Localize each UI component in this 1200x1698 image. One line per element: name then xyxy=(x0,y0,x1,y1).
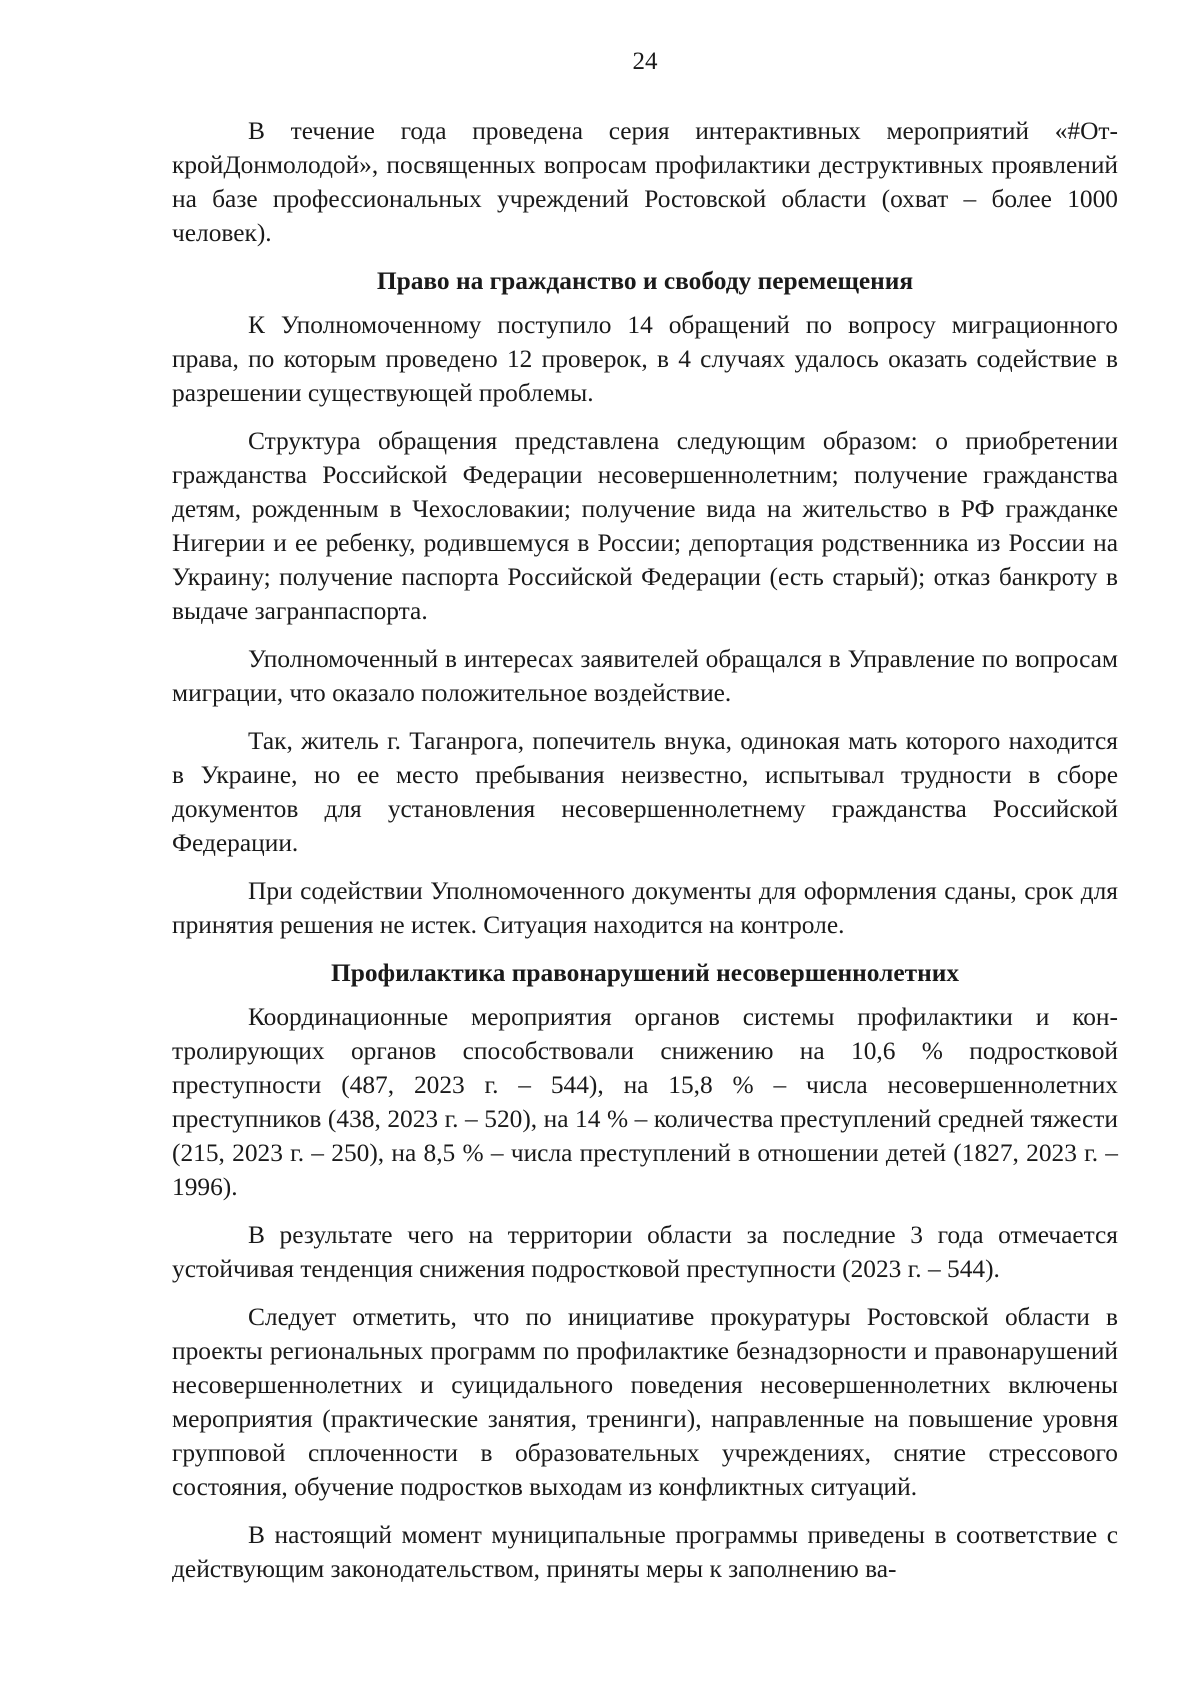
paragraph-three-year-trend: В результате чего на территории области за последние 3 года отмечается устойчивая тенденция снижения подростковой преступности (2023 г. – 544). xyxy=(172,1221,1118,1283)
paragraph-regional-programs: Следует отметить, что по инициативе прокуратуры Ростовской области в проекты региональных программ по профилактике безнадзорности и правонарушений несовершеннолетних и суицидального поведения несовершеннолетних включены мероприятия (практические занятия, тренинги), направленные на повышение уровня групповой сплоченности в образовательных учреждениях, снятие стрессового состояния, обучение подростков выходам из конфликтных ситуаций. xyxy=(172,1303,1118,1501)
paragraph-open-don-events: В течение года проведена серия интерактивных мероприятий «#ОткройДонмолодой», посвященных вопросам профилактики деструктивных проявлений на базе профессиональных учреждений Ростовской области (охват – более 1000 человек). xyxy=(172,117,1118,247)
paragraph-taganrog-case: Так, житель г. Таганрога, попечитель внука, одинокая мать которого находится в Украине, но ее место пребывания неизвестно, испытывал трудности в сборе документов для установления несовершеннолетнему гражданства Российской Федерации. xyxy=(172,727,1118,857)
document-page xyxy=(172,46,1118,1600)
paragraph-migration-appeals: К Уполномоченному поступило 14 обращений по вопросу миграционного права, по которым проведено 12 проверок, в 4 случаях удалось оказать содействие в разрешении существующей проблемы. xyxy=(172,311,1118,407)
paragraph-migration-directorate: Уполномоченный в интересах заявителей обращался в Управление по вопросам миграции, что оказало положительное воздействие. xyxy=(172,645,1118,707)
paragraph-appeals-structure: Структура обращения представлена следующим образом: о приобретении гражданства Российской Федерации несовершеннолетним; получение гражданства детям, рожденным в Чехословакии; получение вида на жительство в РФ гражданке Нигерии и ее ребенку, родившемуся в России; депортация родственника из России на Украину; получение паспорта Российской Федерации (есть старый); отказ банкроту в выдаче загранпаспорта. xyxy=(172,427,1118,625)
section-heading-juvenile-prevention: Профилактика правонарушений несовершеннолетних xyxy=(330,959,960,987)
section-heading-citizenship: Право на гражданство и свободу перемещения xyxy=(376,267,914,295)
paragraph-crime-statistics: Координационные мероприятия органов системы профилактики и контролирующих органов способствовали снижению на 10,6 % подростковой преступности (487, 2023 г. – 544), на 15,8 % – числа несовершеннолетних преступников (438, 2023 г. – 520), на 14 % – количества преступлений средней тяжести (215, 2023 г. – 250), на 8,5 % – числа преступлений в отношении детей (1827, 2023 г. – 1996). xyxy=(172,1003,1118,1201)
page-number: 24 xyxy=(632,48,658,75)
paragraph-municipal-programs: В настоящий момент муниципальные программы приведены в соответствие с действующим законодательством, приняты меры к заполнению ва- xyxy=(172,1521,1118,1583)
paragraph-documents-submitted: При содействии Уполномоченного документы для оформления сданы, срок для принятия решения не истек. Ситуация находится на контроле. xyxy=(172,877,1118,939)
